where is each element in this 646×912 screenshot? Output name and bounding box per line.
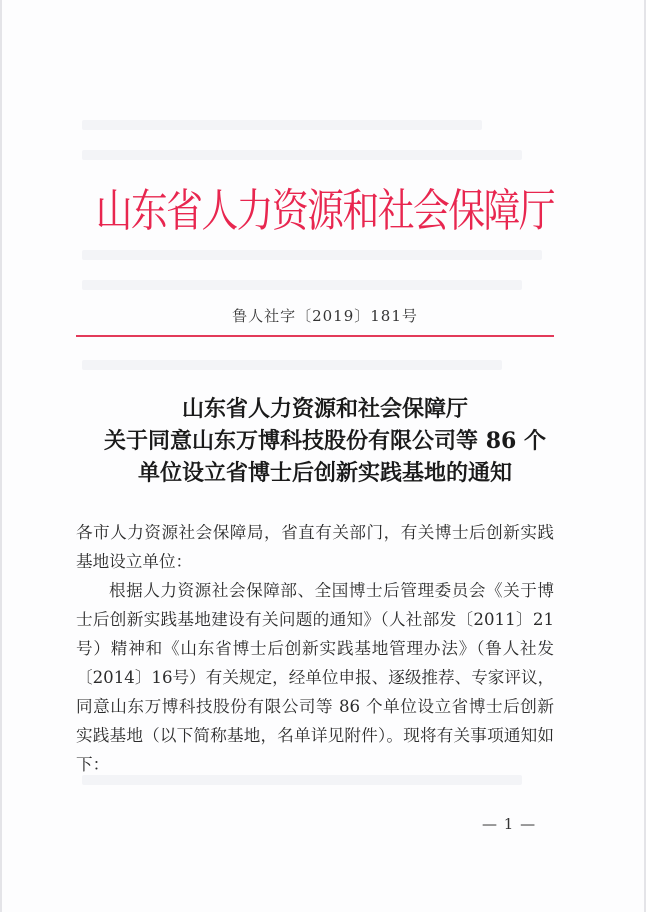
scan-bleed-artifact: [82, 280, 522, 290]
title-line: 关于同意山东万博科技股份有限公司等 86 个: [104, 428, 546, 454]
document-body: [76, 518, 554, 779]
document-number: 鲁人社字〔2019〕181号: [232, 307, 418, 325]
paragraph-line: 号）精神和《山东省博士后创新实践基地管理办法》（鲁人社发: [76, 639, 554, 658]
red-separator-line: [76, 335, 554, 337]
page-number: — 1 —: [482, 815, 537, 833]
paragraph-line: 下：: [76, 755, 110, 774]
scan-bleed-artifact: [82, 120, 482, 130]
title-line: 单位设立省博士后创新实践基地的通知: [137, 460, 512, 486]
issuer-red-header: 山东省人力资源和社会保障厅: [95, 184, 555, 237]
scan-bleed-artifact: [82, 250, 542, 260]
addressee-line: 基地设立单位：: [76, 552, 193, 571]
addressee-line: 各市人力资源社会保障局，省直有关部门，有关博士后创新实践: [76, 523, 554, 542]
paragraph-line: 士后创新实践基地建设有关问题的通知》（人社部发〔2011〕21: [76, 610, 554, 629]
paragraph-line: 同意山东万博科技股份有限公司等 86 个单位设立省博士后创新: [76, 697, 554, 716]
paragraph-line: 〔2014〕16号）有关规定，经单位申报、逐级推荐、专家评议，: [76, 668, 555, 687]
scan-bleed-artifact: [82, 360, 502, 370]
paragraph-line: 根据人力资源社会保障部、全国博士后管理委员会《关于博: [109, 581, 554, 600]
document-title: [2, 393, 646, 489]
scan-bleed-artifact: [82, 150, 522, 160]
paragraph-line: 实践基地（以下简称基地，名单详见附件）。现将有关事项通知如: [76, 726, 554, 745]
title-line: 山东省人力资源和社会保障厅: [181, 396, 468, 422]
